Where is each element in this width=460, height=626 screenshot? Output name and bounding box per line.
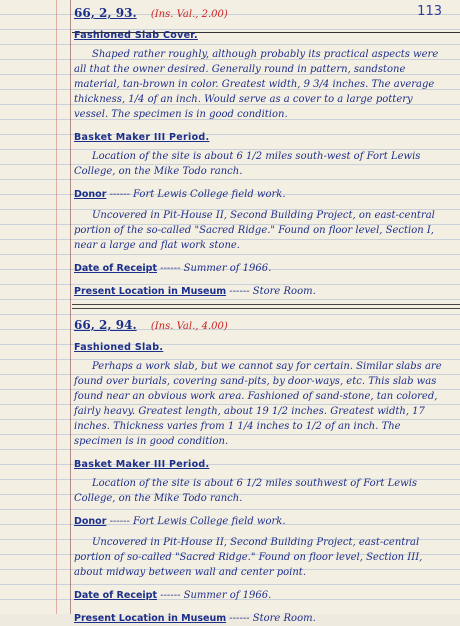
donor-line: Donor ------ Fort Lewis College field work. bbox=[74, 516, 286, 527]
insured-value: (Ins. Val., 2.00) bbox=[150, 9, 228, 20]
date-line: Date of Receipt ------ Summer of 1966. bbox=[74, 590, 272, 601]
present-location-label: Present Location in Museum bbox=[74, 286, 227, 297]
present-location-line: Present Location in Museum ------ Store Room. bbox=[74, 613, 316, 624]
entry-title: Fashioned Slab. bbox=[74, 342, 164, 353]
culture-period: Basket Maker III Period. bbox=[74, 459, 210, 470]
uncovered-note: Uncovered in Pit-House II, Second Building Project, on east-central portion of the so-called "Sacred Ridge." Found on floor level, Section I, near a large and flat work stone. bbox=[74, 210, 435, 251]
donor-label: Donor bbox=[74, 516, 107, 527]
present-location-value: Store Room. bbox=[252, 286, 316, 297]
entry-description: Perhaps a work slab, but we cannot say for certain. Similar slabs are found over burials, covering sand-pits, by door-ways, etc. This slab was found near an obvious work area. Fashioned of sand-stone, tan colored, fairly heavy. Greatest length, about 19 1/2 inches. Greatest width, 17 inches. Thickness varies from 1 1/4 inches to 1/2 of an inch. The specimen is in good condition. bbox=[74, 361, 442, 447]
catalog-number: 66, 2, 93. bbox=[74, 6, 137, 20]
date-line: Date of Receipt ------ Summer of 1966. bbox=[74, 263, 272, 274]
donor-label: Donor bbox=[74, 189, 107, 200]
catalog-entry bbox=[74, 6, 446, 299]
entry-heading bbox=[74, 6, 446, 20]
entry-divider bbox=[72, 304, 460, 309]
insured-value: (Ins. Val., 4.00) bbox=[150, 321, 228, 332]
uncovered-note: Uncovered in Pit-House II, Second Building Project, east-central portion of so-called "Sacred Ridge." Found on floor level, Section III, about midway between wall and center point. bbox=[74, 537, 423, 578]
date-label: Date of Receipt bbox=[74, 590, 157, 601]
donor-line: Donor ------ Fort Lewis College field work. bbox=[74, 189, 286, 200]
margin-rule bbox=[70, 0, 71, 614]
date-value: Summer of 1966. bbox=[183, 590, 272, 601]
donor-value: Fort Lewis College field work. bbox=[133, 189, 286, 200]
site-location: Location of the site is about 6 1/2 miles southwest of Fort Lewis College, on the Mike Todo ranch. bbox=[74, 478, 418, 504]
date-label: Date of Receipt bbox=[74, 263, 157, 274]
present-location-value: Store Room. bbox=[252, 613, 316, 624]
present-location-line: Present Location in Museum ------ Store Room. bbox=[74, 286, 316, 297]
catalog-number: 66, 2, 94. bbox=[74, 318, 137, 332]
catalog-entry bbox=[74, 318, 446, 626]
entry-title: Fashioned Slab Cover. bbox=[74, 30, 198, 41]
entry-heading bbox=[74, 318, 446, 332]
site-location: Location of the site is about 6 1/2 miles south-west of Fort Lewis College, on the Mike Todo ranch. bbox=[74, 151, 421, 177]
donor-value: Fort Lewis College field work. bbox=[133, 516, 286, 527]
date-value: Summer of 1966. bbox=[183, 263, 272, 274]
present-location-label: Present Location in Museum bbox=[74, 613, 227, 624]
culture-period: Basket Maker III Period. bbox=[74, 132, 210, 143]
entry-description: Shaped rather roughly, although probably its practical aspects were all that the owner desired. Generally round in pattern, sandstone material, tan-brown in color. Greatest width, 9 3/4 inches. The average thickness, 1/4 of an inch. Would serve as a cover to a large pottery vessel. The specimen is in good condition. bbox=[74, 49, 439, 120]
page-number: 113 bbox=[417, 4, 442, 19]
